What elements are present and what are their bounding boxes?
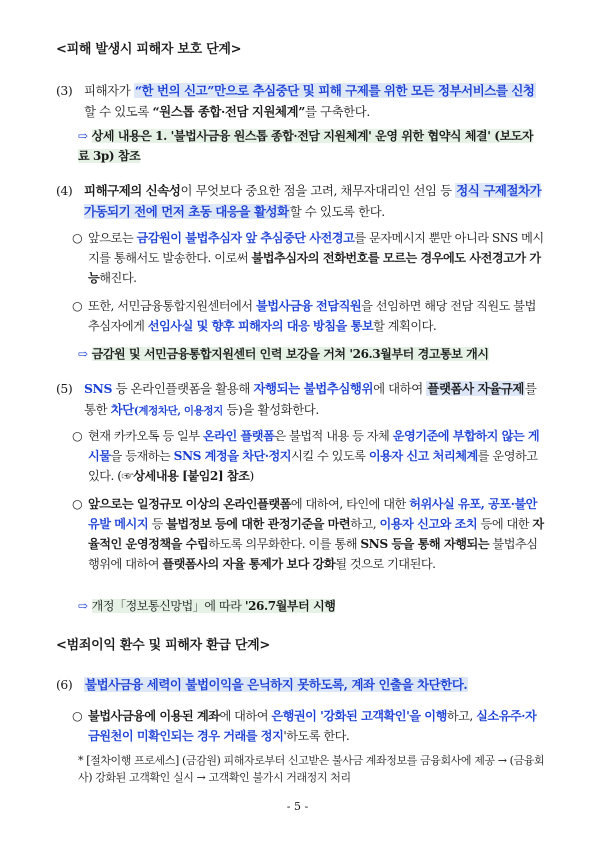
bullet-5-1 [72,426,546,486]
circle-bullet-icon: ○ [72,497,83,511]
text: 이 무엇보다 중요한 점을 고려, 채무자대리인 선임 등 [180,183,456,198]
bold-text: 앞으로는 일정규모 이상의 온라인플랫폼 [88,497,291,511]
reference-text: 상세 내용은 1. '불법사금융 원스톱 종합·전담 지원체계' 운영 위한 협약식 체결' (보도자료 3p) 참조 [78,129,534,163]
text: 현재 카카오톡 등 일부 [88,429,203,443]
text: 를 문자메시지 뿐만 아니라 SNS 메시지를 통해서도 발송 [88,231,544,265]
paragraph-number: (3) [56,83,73,98]
section-title-recovery: <범죄이익 환수 및 피해자 환급 단계> [56,638,270,653]
paragraph-5 [56,378,546,422]
bold-text: 불법정보 등에 대한 관정기준을 마련 [166,517,351,531]
emphasis-text: 불법사금융 전담직원 [255,299,362,313]
text: 등 온라인플랫폼을 활용해 [112,381,254,396]
text: 를 운영하고 있다. (☞ [88,449,538,483]
text: 해진다. [99,271,137,285]
text: 하고, [446,709,477,723]
bold-text: 피해구제의 신속성 [84,183,181,198]
arrow-icon: ⇨ [78,347,88,361]
text: 피해자가 [84,83,134,98]
paragraph-number: (6) [56,677,73,692]
emphasis-text: 은행권이 '강화된 고객확인'을 이행 [271,709,447,723]
reference-text: 금감원 및 서민금융통합지원센터 인력 보강을 거쳐 '26.3월부터 경고통보 개시 [91,347,489,361]
bullet-4-2 [72,296,546,336]
reference-note-3 [78,126,538,166]
reference-note-4 [78,344,489,364]
emphasis-text: 이용자 신고와 조치 [379,517,478,531]
text: '하도록 한다. [283,729,350,743]
paragraph-6 [56,674,546,695]
text: 은 불법적 내용 등 자체 [274,429,393,443]
bold-text: 불법사금융에 이용된 계좌 [88,709,220,723]
bold-text: “원스톱 종합·전담 지원체계” [152,104,305,119]
bold-text: 자율적인 운영정책을 수립 [88,517,544,551]
text: 할 수 있도록 [84,104,153,119]
reference-text: '26.7월부터 시행 [244,599,336,613]
paragraph-3 [56,80,546,122]
bullet-6-1 [72,706,546,746]
paragraph-4 [56,180,546,222]
text: ) [249,469,254,483]
paragraph-number: (4) [56,183,73,198]
circle-bullet-icon: ○ [72,299,83,313]
text: 에 대하여 [219,709,272,723]
text: 또한, 서민금융통합지원센터에서 [88,299,256,313]
arrow-icon: ⇨ [78,599,88,613]
text: 할 수 있도록 한다. [289,204,385,219]
bold-text: 플랫폼사의 자율 통제가 보다 강화 [162,557,336,571]
text: 등에 대한 [477,517,533,531]
emphasis-text: SNS [84,381,113,396]
highlight-text: 정식 구제절차가 가동되기 전에 먼저 초동 대응을 활성화 [84,183,542,219]
text: 될 것으로 기대된다. [335,557,436,571]
page-number: - 5 - [286,800,309,813]
emphasis-text: 실소유주·자금원천이 미확인되는 경우 거래를 정지 [88,709,537,743]
text: 을 등재하는 [110,449,174,463]
text: 불법추심행위에 대하여 [88,537,538,571]
circle-bullet-icon: ○ [72,231,83,245]
emphasis-text: 운영기준에 부합하지 않는 게시물 [88,429,540,463]
text: 하도록 의무화한다. 이를 통해 [208,537,361,551]
text: 에 대하여, 타인에 대한 [290,497,410,511]
emphasis-text: SNS 계정을 차단·정지 [173,449,292,463]
emphasis-text: 금감원이 불법추심자 앞 추심중단 사전경고 [136,231,355,245]
paragraph-number: (5) [56,381,73,396]
highlight-text: 플랫폼사 자율규제 [427,381,524,396]
bold-text: 불법추심자의 전화번호를 모르는 경우에도 사전경고가 가능 [88,251,541,285]
reference-text: 개정「정보통신망법」에 따라 [91,599,245,613]
text: 할 계획이다. [373,319,437,333]
text: 등)을 활성화한다. [222,402,319,417]
emphasis-text: 자행되는 불법추심행위 [253,381,374,396]
text: 를 구축한다. [304,104,370,119]
bold-text: 상세내용 [붙임2] 참조 [133,469,250,483]
bold-text: SNS 등을 통해 자행되는 [360,537,490,551]
emphasis-text: 차단 [110,402,134,417]
emphasis-text: 선임사실 및 향후 피해자의 대응 방침을 통보 [147,319,374,333]
circle-bullet-icon: ○ [72,709,83,723]
section-title-victim-protection: <피해 발생시 피해자 보호 단계> [56,42,242,57]
arrow-icon: ⇨ [78,129,88,143]
text: 하고, [350,517,380,531]
circle-bullet-icon: ○ [72,429,83,443]
highlight-text: “한 번의 신고”만으로 추심중단 및 피해 구제를 위한 모든 정부서비스를 신청 [134,83,535,98]
emphasis-text: (계정차단, 이용정지 [133,405,223,417]
text: 등 [148,517,167,531]
emphasis-text: 허위사실 유포, 공포·불안 유발 메시지 [88,497,537,531]
text: 를 통한 [84,381,537,417]
bullet-4-1 [72,228,546,288]
highlight-text: 불법사금융 세력이 불법이익을 은닉하지 못하도록, 계좌 인출을 차단한다. [85,677,468,692]
text: 을 선임하면 해당 전담 직원도 불법추심자에게 [88,299,536,333]
footnote: * [절차이행 프로세스] (금감원) 피해자로부터 신고받은 불사금 계좌정보를 금융회사에 제공 → (금융회사) 강화된 고객확인 실시 → 고객확인 불가시 거래정지 처리 [78,754,545,784]
bullet-5-2 [72,494,546,574]
text: 한다. 이로써 [184,251,252,265]
emphasis-text: 온라인 플랫폼 [202,429,275,443]
text: 앞으로는 [88,231,137,245]
reference-note-5 [78,596,335,616]
emphasis-text: 이용자 신고 처리체계 [368,449,478,463]
text: 시킬 수 있도록 [291,449,369,463]
text: 에 대하여 [373,381,427,396]
